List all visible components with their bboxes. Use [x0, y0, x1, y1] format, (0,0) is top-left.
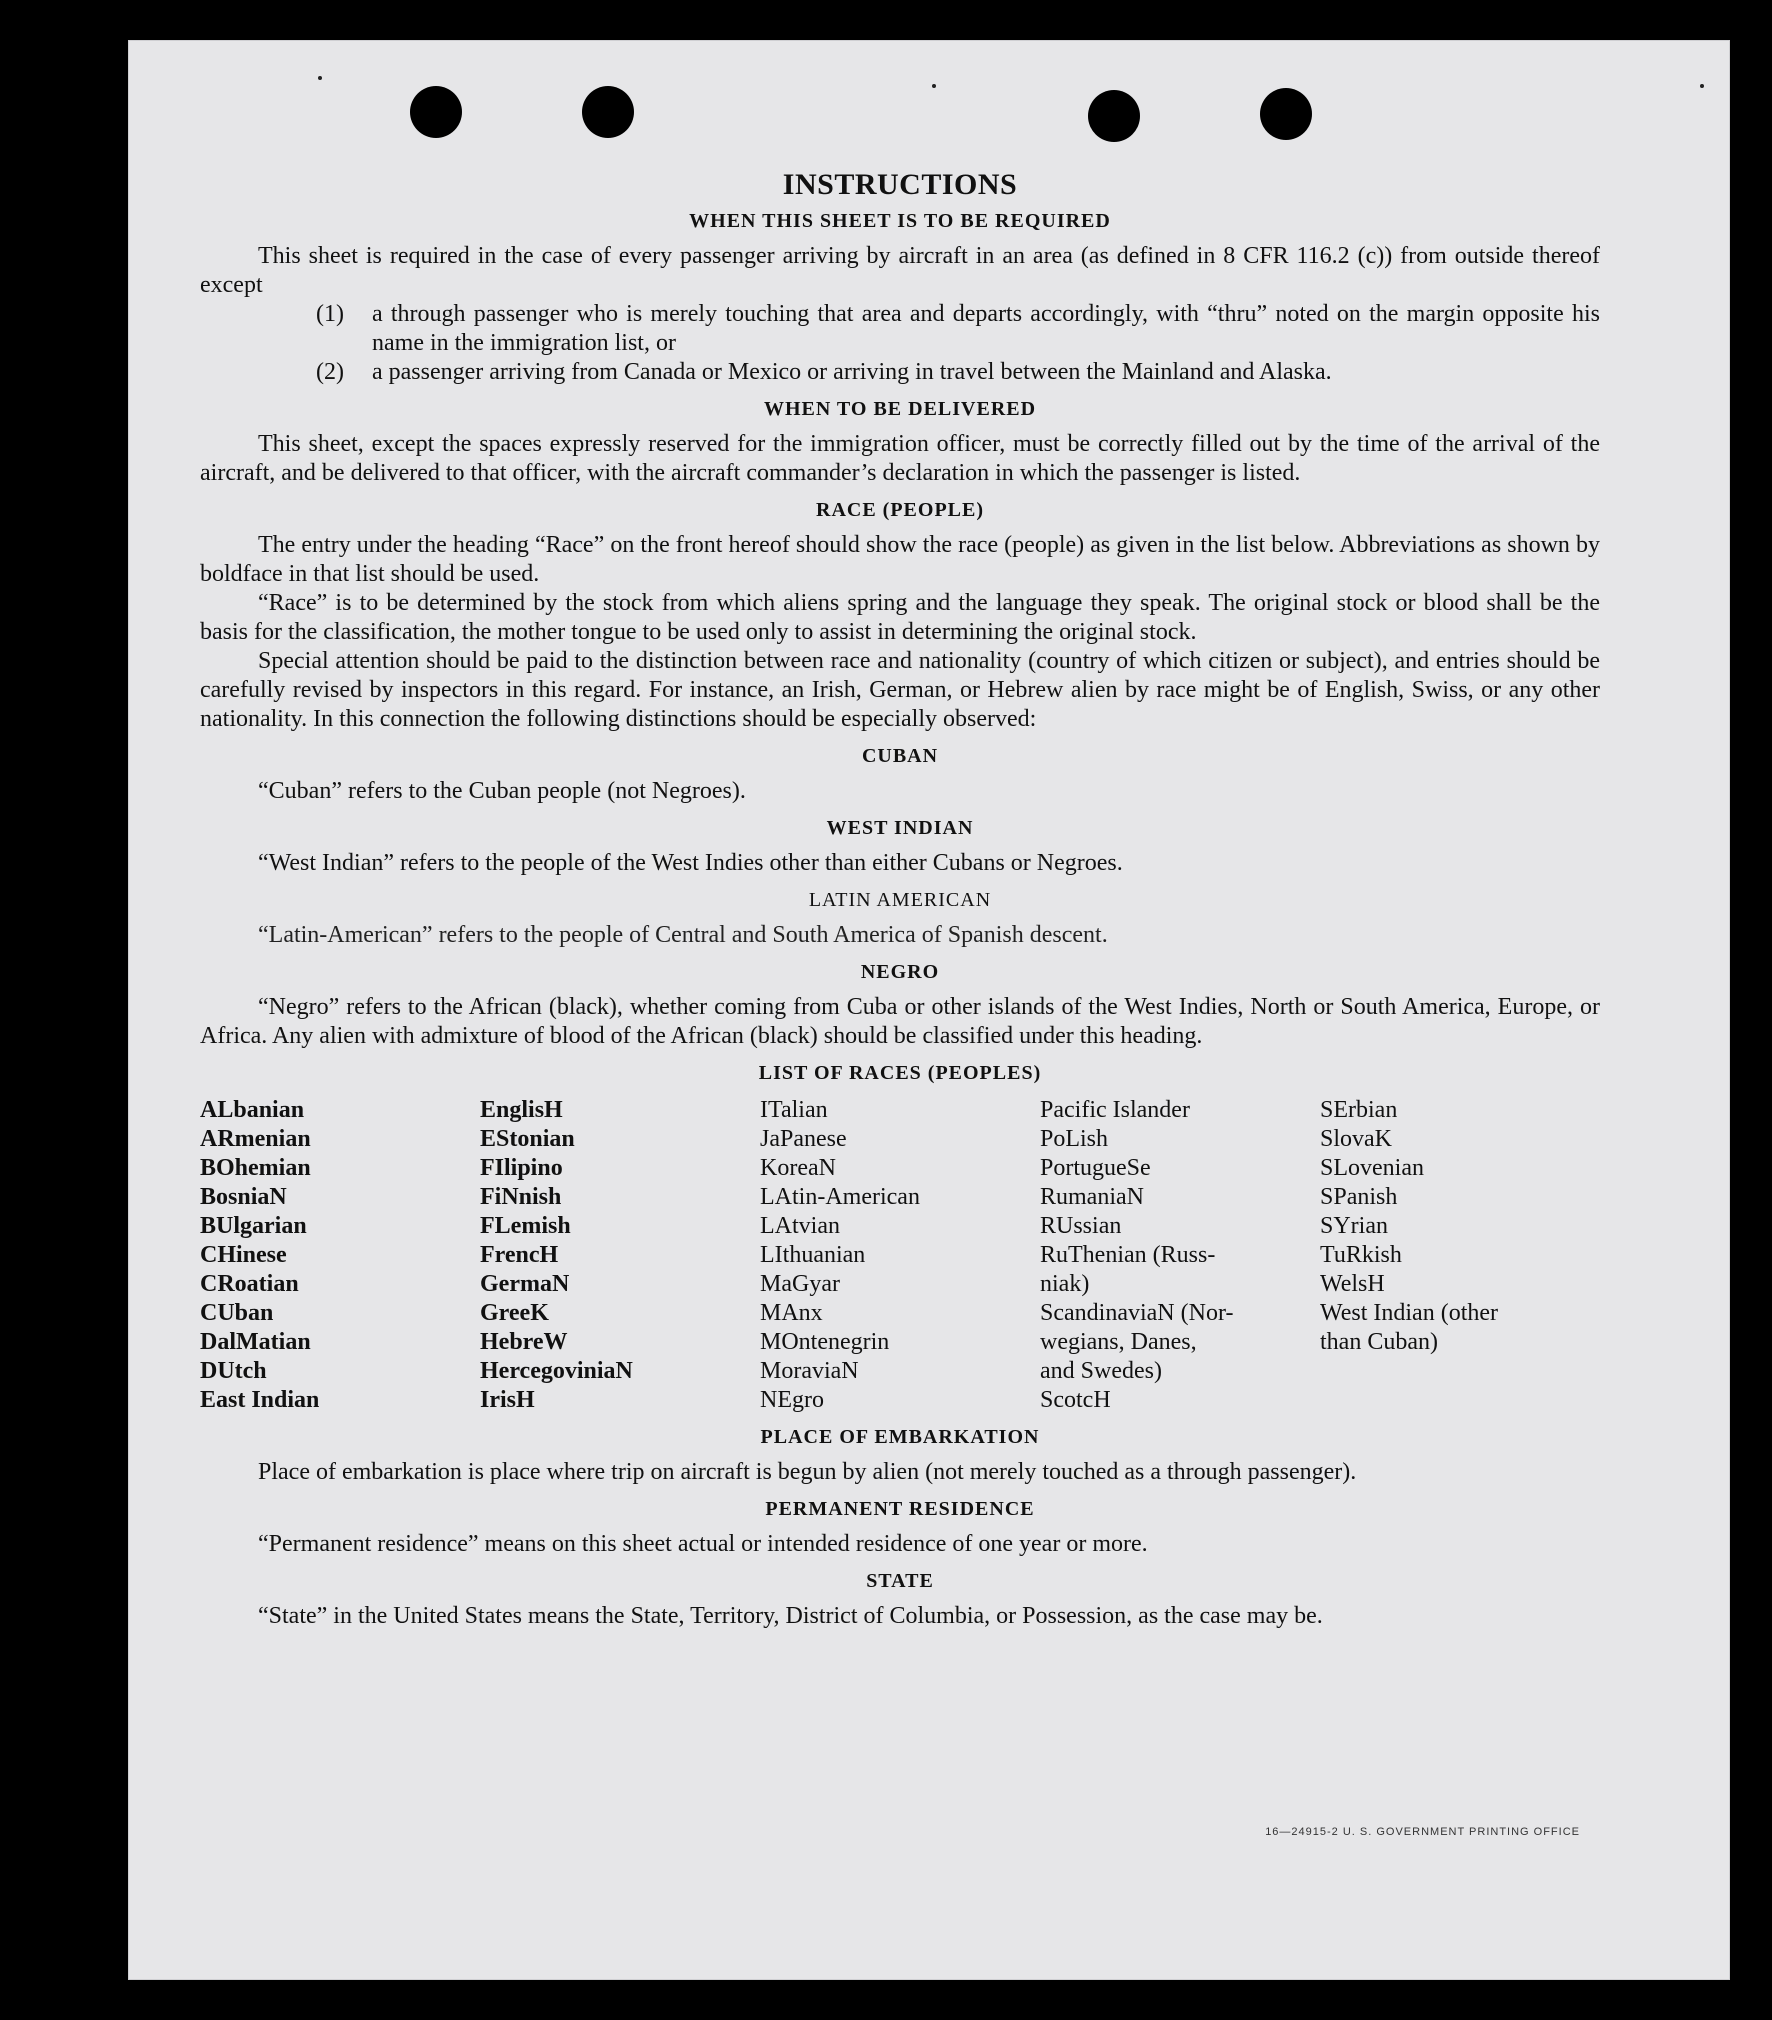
race-entry: RuThenian (Russ- niak) [1040, 1242, 1216, 1297]
race-entry: ARmenian [200, 1126, 311, 1152]
race-entry: CUban [200, 1300, 274, 1326]
race-entry: MoraviaN [760, 1358, 859, 1384]
race-column [1040, 1096, 1320, 1415]
residence-text: “Permanent residence” means on this sheet actual or intended residence of one year or more. [258, 1531, 1148, 1557]
race-entry: PoLish [1040, 1126, 1109, 1152]
race-entry: HebreW [480, 1329, 568, 1355]
heading-embarkation: PLACE OF EMBARKATION [760, 1426, 1040, 1448]
race-entry: ITalian [760, 1097, 828, 1123]
race-column [1320, 1096, 1600, 1415]
race-entry: Pacific Islander [1040, 1097, 1190, 1123]
heading-delivered: WHEN TO BE DELIVERED [763, 398, 1037, 420]
heading-required: WHEN THIS SHEET IS TO BE REQUIRED [689, 210, 1111, 232]
cuban-text: “Cuban” refers to the Cuban people (not Negroes). [258, 778, 746, 804]
race-entry: PortugueSe [1040, 1155, 1151, 1181]
punch-hole [1088, 90, 1140, 142]
item-number: (2) [316, 359, 344, 385]
race-entry: SPanish [1320, 1184, 1398, 1210]
race-entry: West Indian (other than Cuban) [1320, 1300, 1499, 1355]
race-paragraph-2: “Race” is to be determined by the stock from which aliens spring and the language they speak. The original stock or blood shall be the basis for the classification, the mother tongue to be used only to assist in determining the original stock. [200, 590, 1600, 645]
heading-cuban: CUBAN [861, 745, 939, 767]
speck [1700, 84, 1704, 88]
race-column [200, 1096, 480, 1415]
race-entry: CHinese [200, 1242, 287, 1268]
speck [932, 84, 936, 88]
race-entry: ALbanian [200, 1097, 305, 1123]
race-entry: EnglisH [480, 1097, 563, 1123]
race-entry: CRoatian [200, 1271, 299, 1297]
race-entry: EStonian [480, 1126, 575, 1152]
race-entry: BOhemian [200, 1155, 311, 1181]
heading-race: RACE (PEOPLE) [816, 499, 984, 521]
negro-text: “Negro” refers to the African (black), whether coming from Cuba or other islands of the West Indies, North or South America, Europe, or Africa. Any alien with admixture of blood of the African (black) should be classified under this heading. [200, 994, 1600, 1049]
race-entry: BosniaN [200, 1184, 287, 1210]
state-text: “State” in the United States means the State, Territory, District of Columbia, or Possession, as the case may be. [258, 1603, 1323, 1629]
race-entry: FIlipino [480, 1155, 563, 1181]
race-entry: LAtin-American [760, 1184, 920, 1210]
embarkation-text: Place of embarkation is place where trip on aircraft is begun by alien (not merely touched as a through passenger). [258, 1459, 1357, 1485]
race-entry: DalMatian [200, 1329, 311, 1355]
item-number: (1) [316, 301, 344, 327]
race-entry: KoreaN [760, 1155, 836, 1181]
race-paragraph-3: Special attention should be paid to the distinction between race and nationality (country of which citizen or subject), and entries should be carefully revised by inspectors in this regard. For instance, an Irish, German, or Hebrew alien by race might be of English, Swiss, or any other nationality. In this connection the following distinctions should be especially observed: [200, 648, 1600, 732]
race-entry: IrisH [480, 1387, 535, 1413]
heading-west-indian: WEST INDIAN [826, 817, 974, 839]
race-entry: JaPanese [760, 1126, 847, 1152]
race-entry: MAnx [760, 1300, 823, 1326]
race-entry: East Indian [200, 1387, 320, 1413]
punch-hole [410, 86, 462, 138]
race-entry: WelsH [1320, 1271, 1385, 1297]
race-entry: LIthuanian [760, 1242, 866, 1268]
required-intro: This sheet is required in the case of every passenger arriving by aircraft in an area (as defined in 8 CFR 116.2 (c)) from outside thereof except [200, 243, 1600, 298]
punch-hole [582, 86, 634, 138]
race-entry: HercegoviniaN [480, 1358, 633, 1384]
list-item [316, 358, 1600, 387]
race-entry: ScotcH [1040, 1387, 1111, 1413]
instructions-content [200, 170, 1600, 1631]
race-entry: SLovenian [1320, 1155, 1424, 1181]
race-entry: SErbian [1320, 1097, 1398, 1123]
race-paragraph-1: The entry under the heading “Race” on the front hereof should show the race (people) as given in the list below. Abbreviations as shown by boldface in that list should be used. [200, 532, 1600, 587]
race-entry: SYrian [1320, 1213, 1388, 1239]
delivered-text: This sheet, except the spaces expressly reserved for the immigration officer, must be correctly filled out by the time of the arrival of the aircraft, and be delivered to that officer, with the aircraft commander’s declaration in which the passenger is listed. [200, 431, 1600, 486]
item-text: a through passenger who is merely touching that area and departs accordingly, with “thru” noted on the margin opposite his name in the immigration list, or [372, 301, 1600, 356]
race-entry: NEgro [760, 1387, 824, 1413]
west-indian-text: “West Indian” refers to the people of the West Indies other than either Cubans or Negroes. [258, 850, 1123, 876]
race-entry: LAtvian [760, 1213, 840, 1239]
race-entry: RUssian [1040, 1213, 1122, 1239]
race-entry: GreeK [480, 1300, 549, 1326]
race-entry: FrencH [480, 1242, 559, 1268]
heading-latin-american: LATIN AMERICAN [808, 889, 992, 911]
race-entry: TuRkish [1320, 1242, 1402, 1268]
race-entry: DUtch [200, 1358, 267, 1384]
heading-state: STATE [866, 1570, 934, 1592]
race-entry: ScandinaviaN (Nor- wegians, Danes, and Swedes) [1040, 1300, 1234, 1384]
race-entry: MaGyar [760, 1271, 840, 1297]
printer-imprint: 16—24915-2 U. S. GOVERNMENT PRINTING OFFICE [1265, 1826, 1580, 1838]
race-column [760, 1096, 1040, 1415]
speck [318, 76, 322, 80]
race-list [200, 1096, 1600, 1415]
race-column [480, 1096, 760, 1415]
latin-american-text: “Latin-American” refers to the people of Central and South America of Spanish descent. [258, 922, 1108, 948]
race-entry: RumaniaN [1040, 1184, 1144, 1210]
race-entry: MOntenegrin [760, 1329, 890, 1355]
heading-list-of-races: LIST OF RACES (PEOPLES) [758, 1062, 1042, 1084]
race-entry: BUlgarian [200, 1213, 307, 1239]
punch-hole [1260, 88, 1312, 140]
heading-residence: PERMANENT RESIDENCE [765, 1498, 1035, 1520]
race-entry: SlovaK [1320, 1126, 1392, 1152]
page-title: INSTRUCTIONS [782, 168, 1018, 201]
document-page [128, 40, 1730, 1980]
heading-negro: NEGRO [860, 961, 940, 983]
list-item [316, 300, 1600, 358]
race-entry: FiNnish [480, 1184, 562, 1210]
race-entry: GermaN [480, 1271, 570, 1297]
item-text: a passenger arriving from Canada or Mexico or arriving in travel between the Mainland and Alaska. [372, 359, 1332, 385]
race-entry: FLemish [480, 1213, 571, 1239]
